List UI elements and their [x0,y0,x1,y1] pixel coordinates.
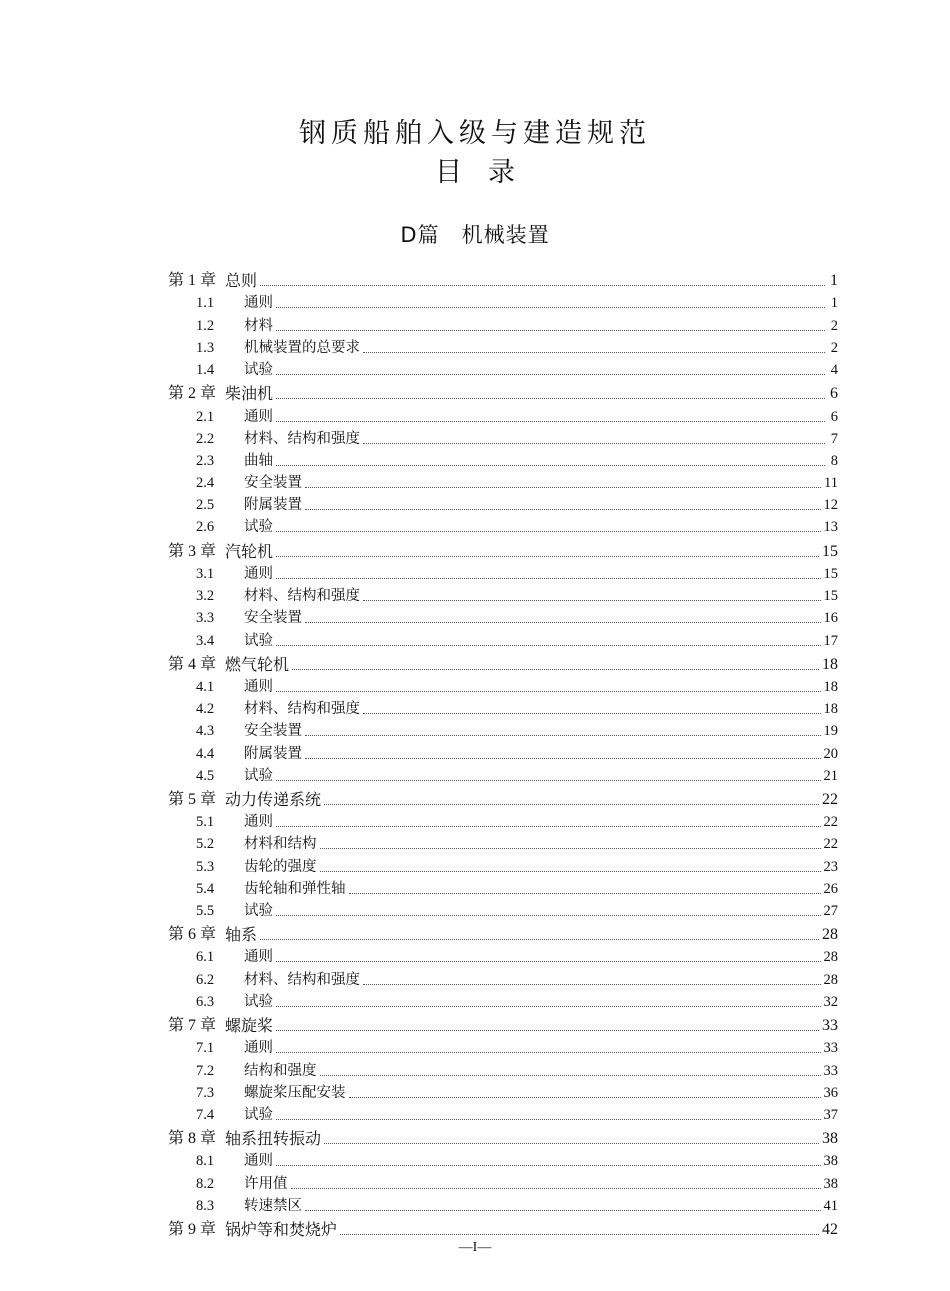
dot-leader [276,329,825,331]
dot-leader [320,870,821,872]
entry-page-number: 18 [823,679,838,695]
entry-number: 1.1 [196,295,215,312]
dot-leader [276,1118,821,1120]
dot-leader [276,690,821,692]
entry-page-number: 16 [823,610,838,627]
toc-chapter-entry[interactable] [168,650,838,674]
dot-leader [276,373,825,375]
entry-page-number: 41 [823,1197,838,1214]
entry-title: 材料、结构和强度 [244,701,360,718]
toc-section-entry[interactable] [168,1148,838,1170]
entry-title: 材料、结构和强度 [244,588,360,605]
entry-title: 转速禁区 [244,1197,302,1214]
entry-number: 6.2 [196,971,215,988]
entry-title: 试验 [244,767,273,784]
dot-leader [363,351,825,353]
toc-section-entry[interactable] [168,898,838,920]
toc-chapter-entry[interactable] [168,266,838,290]
entry-title: 机械装置的总要求 [244,339,360,356]
entry-page-number: 15 [823,565,838,582]
toc-section-entry[interactable] [168,674,838,696]
toc-section-entry[interactable] [168,1193,838,1215]
entry-title: 通则 [244,679,273,695]
part-heading [0,220,950,250]
toc-section-entry[interactable] [168,740,838,762]
entry-title: 齿轮轴和弹性轴 [244,880,346,897]
dot-leader [276,1164,821,1166]
entry-number: 第 8 章 [168,1130,217,1148]
entry-title: 总则 [225,271,258,291]
entry-number: 7.4 [196,1106,215,1123]
entry-title: 燃气轮机 [225,654,290,674]
toc-section-entry[interactable] [168,1080,838,1102]
dot-leader [276,779,821,781]
toc-section-entry[interactable] [168,809,838,831]
entry-number: 第 9 章 [168,1221,217,1239]
toc-section-entry[interactable] [168,335,838,357]
entry-page-number: 7 [830,430,838,447]
dot-leader [320,1074,821,1076]
entry-page-number: 28 [823,971,838,988]
entry-number: 8.3 [196,1197,215,1214]
dot-leader [276,1005,821,1007]
entry-number: 第 2 章 [168,385,217,403]
toc-section-entry[interactable] [168,1102,838,1124]
dot-leader [340,1233,819,1235]
entry-title: 通则 [244,408,273,425]
entry-number: 第 4 章 [168,655,217,673]
entry-number: 5.1 [196,814,215,831]
entry-number: 7.2 [196,1062,215,1079]
toc-section-entry[interactable] [168,763,838,785]
toc-heading: 目录 [435,157,541,188]
entry-page-number: 17 [823,632,838,649]
entry-page-number: 6 [830,408,838,425]
entry-title: 材料、结构和强度 [244,430,360,447]
toc-section-entry[interactable] [168,312,838,334]
toc-section-entry[interactable] [168,605,838,627]
entry-title: 安全装置 [244,723,302,740]
entry-number: 7.1 [196,1040,215,1057]
entry-number: 4.4 [196,745,215,762]
entry-number: 2.5 [196,497,215,514]
entry-title: 轴系扭转振动 [225,1129,322,1149]
entry-page-number: 15 [822,542,838,560]
dot-leader [320,847,821,849]
toc-section-entry[interactable] [168,470,838,492]
entry-number: 5.2 [196,836,215,853]
entry-number: 2.4 [196,475,215,492]
dot-leader [276,960,821,962]
entry-number: 2.2 [196,430,215,447]
dot-leader [363,983,821,985]
entry-page-number: 26 [823,880,838,897]
entry-page-number: 38 [823,1175,838,1192]
entry-title: 齿轮的强度 [244,858,317,875]
entry-title: 材料 [244,317,273,334]
entry-page-number: 22 [823,814,838,831]
entry-number: 4.2 [196,701,215,718]
toc-section-entry[interactable] [168,989,838,1011]
dot-leader [305,508,821,510]
entry-number: 2.3 [196,452,215,469]
dot-leader [276,644,821,646]
entry-title: 试验 [244,902,273,919]
toc-section-entry[interactable] [168,1170,838,1192]
toc-section-entry[interactable] [168,627,838,649]
entry-page-number: 33 [823,1062,838,1079]
entry-page-number: 18 [822,655,838,673]
toc-section-entry[interactable] [168,1057,838,1079]
entry-number: 5.4 [196,880,215,897]
entry-number: 2.6 [196,519,215,536]
entry-page-number: 11 [824,475,838,492]
entry-number: 第 6 章 [168,926,217,944]
entry-title: 通则 [244,1040,273,1057]
dot-leader [276,825,821,827]
entry-title: 安全装置 [244,610,302,627]
entry-title: 附属装置 [244,497,302,514]
entry-page-number: 22 [823,836,838,853]
entry-number: 1.4 [196,362,215,379]
entry-title: 附属装置 [244,745,302,762]
dot-leader [324,1142,819,1144]
toc-section-entry[interactable] [168,426,838,448]
entry-number: 8.1 [196,1153,215,1170]
entry-number: 4.3 [196,723,215,740]
entry-page-number: 1 [830,272,838,290]
page-number: —I— [458,1240,492,1255]
toc-section-entry[interactable] [168,966,838,988]
entry-number: 3.4 [196,632,215,649]
entry-title: 结构和强度 [244,1062,317,1079]
entry-page-number: 21 [823,767,838,784]
dot-leader [305,486,821,488]
dot-leader [292,668,819,670]
entry-page-number: 13 [823,519,838,536]
entry-number: 6.1 [196,949,215,966]
toc-section-entry[interactable] [168,357,838,379]
entry-title: 柴油机 [225,384,274,404]
entry-number: 3.2 [196,588,215,605]
entry-page-number: 33 [823,1040,838,1057]
dot-leader [276,1029,819,1031]
entry-title: 通则 [244,295,273,312]
dot-leader [291,1187,821,1189]
entry-title: 螺旋桨压配安装 [244,1084,346,1101]
dot-leader [363,442,825,444]
dot-leader [260,938,819,940]
entry-page-number: 36 [823,1084,838,1101]
toc-chapter-entry[interactable] [168,920,838,944]
entry-title: 通则 [244,565,273,582]
toc-chapter-entry[interactable] [168,536,838,560]
entry-number: 第 1 章 [168,272,217,290]
entry-page-number: 2 [830,317,838,334]
toc-section-entry[interactable] [168,718,838,740]
part-title: 机械装置 [461,223,550,247]
toc-section-entry[interactable] [168,944,838,966]
dot-leader [276,577,821,579]
entry-number: 3.1 [196,565,215,582]
toc-chapter-entry[interactable] [168,1215,838,1239]
dot-leader [276,464,825,466]
entry-title: 通则 [244,949,273,966]
toc-chapter-entry[interactable] [168,379,838,403]
toc-section-entry[interactable] [168,583,838,605]
entry-number: 第 5 章 [168,791,217,809]
entry-title: 材料和结构 [244,836,317,853]
toc-section-entry[interactable] [168,1035,838,1057]
entry-number: 5.3 [196,858,215,875]
entry-page-number: 32 [823,993,838,1010]
dot-leader [349,1096,821,1098]
table-of-contents [168,266,838,1239]
entry-number: 1.3 [196,339,215,356]
entry-page-number: 19 [823,723,838,740]
entry-title: 试验 [244,993,273,1010]
entry-page-number: 8 [830,452,838,469]
entry-number: 6.3 [196,993,215,1010]
toc-section-entry[interactable] [168,514,838,536]
dot-leader [276,1051,821,1053]
dot-leader [363,599,821,601]
entry-title: 试验 [244,519,273,536]
entry-title: 轴系 [225,925,258,945]
dot-leader [363,712,821,714]
entry-title: 试验 [244,1106,273,1123]
entry-page-number: 15 [823,588,838,605]
dot-leader [349,892,821,894]
part-code: D篇 [400,223,440,247]
entry-page-number: 1 [830,295,838,312]
dot-leader [276,530,821,532]
entry-title: 通则 [244,814,273,831]
entry-title: 试验 [244,362,273,379]
entry-number: 2.1 [196,408,215,425]
toc-section-entry[interactable] [168,876,838,898]
entry-page-number: 28 [822,926,838,944]
toc-chapter-entry[interactable] [168,785,838,809]
entry-page-number: 20 [823,745,838,762]
document-title: 钢质船舶入级与建造规范 [299,118,651,149]
entry-page-number: 12 [823,497,838,514]
toc-section-entry[interactable] [168,403,838,425]
toc-section-entry[interactable] [168,853,838,875]
dot-leader [305,734,821,736]
entry-number: 8.2 [196,1175,215,1192]
toc-section-entry[interactable] [168,492,838,514]
dot-leader [305,621,821,623]
toc-section-entry[interactable] [168,696,838,718]
entry-title: 许用值 [244,1175,288,1192]
dot-leader [276,306,825,308]
entry-number: 4.1 [196,679,215,695]
entry-number: 第 3 章 [168,542,217,560]
entry-page-number: 28 [823,949,838,966]
entry-number: 1.2 [196,317,215,334]
dot-leader [276,420,825,422]
entry-title: 锅炉等和焚烧炉 [225,1220,338,1240]
entry-page-number: 2 [830,339,838,356]
entry-number: 4.5 [196,767,215,784]
entry-page-number: 42 [822,1221,838,1239]
entry-page-number: 18 [823,701,838,718]
dot-leader [305,757,821,759]
dot-leader [276,555,819,557]
toc-section-entry[interactable] [168,561,838,583]
entry-page-number: 37 [823,1106,838,1123]
entry-title: 动力传递系统 [225,790,322,810]
entry-title: 通则 [244,1153,273,1170]
entry-page-number: 27 [823,902,838,919]
toc-chapter-entry[interactable] [168,1124,838,1148]
entry-title: 材料、结构和强度 [244,971,360,988]
entry-number: 5.5 [196,902,215,919]
dot-leader [305,1209,821,1211]
dot-leader [276,397,825,399]
dot-leader [276,914,821,916]
entry-title: 曲轴 [244,452,273,469]
dot-leader [260,284,825,286]
entry-page-number: 23 [823,858,838,875]
entry-number: 7.3 [196,1084,215,1101]
entry-title: 安全装置 [244,475,302,492]
entry-title: 汽轮机 [225,541,274,561]
entry-title: 螺旋桨 [225,1016,274,1036]
entry-page-number: 38 [822,1130,838,1148]
toc-chapter-entry[interactable] [168,1011,838,1035]
entry-page-number: 22 [822,791,838,809]
dot-leader [324,803,819,805]
entry-page-number: 6 [830,385,838,403]
entry-number: 第 7 章 [168,1017,217,1035]
toc-section-entry[interactable] [168,448,838,470]
entry-number: 3.3 [196,610,215,627]
entry-title: 试验 [244,632,273,649]
toc-section-entry[interactable] [168,290,838,312]
toc-section-entry[interactable] [168,831,838,853]
entry-page-number: 38 [823,1153,838,1170]
entry-page-number: 4 [830,362,838,379]
entry-page-number: 33 [822,1017,838,1035]
